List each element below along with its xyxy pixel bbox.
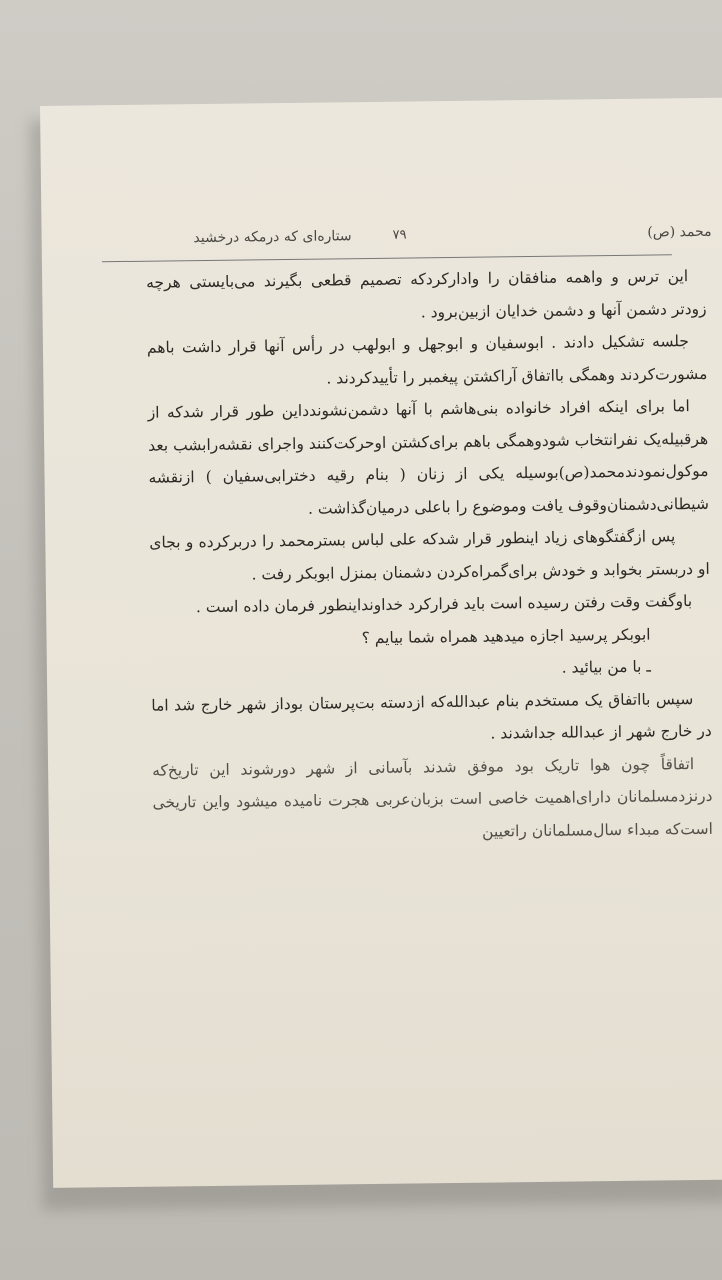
page-header bbox=[142, 223, 712, 247]
paragraph-4: پس ازگفتگوهای زیاد اینطور قرار شدکه علی لباس بسترمحمد را دربرکرده و بجای او دربستر بخوابد و خودش برای‌گمراه‌کردن دشمنان بمنزل ابوبکر رفت . bbox=[149, 527, 710, 583]
paragraph-9: اتفاقاً چون هوا تاریک بود موفق شدند بآسانی از شهر دورشوند این تاریخ‌که درنزدمسلمانان دارای‌اهمیت خاصی است بزبان‌عربی هجرت نامیده میشود واین تاریخی است‌که مبداء سال‌مسلمانان راتعیین bbox=[152, 754, 713, 841]
paragraph-2: جلسه تشکیل دادند . ابوسفیان و ابوجهل و ابولهب در رأس آنها قرار داشت باهم مشورت‌کردند وهمگی بااتفاق آراکشتن پیغمبر را تأییدکردند . bbox=[146, 332, 708, 388]
paragraph-1: این ترس و واهمه منافقان را وادارکردکه تصمیم قطعی بگیرند می‌بایستی هرچه زودتر دشمن آنها و دشمن خدایان ازبین‌برود . bbox=[146, 267, 707, 321]
paragraph-5: باوگفت وقت رفتن رسیده است باید فرارکرد خداونداینطور فرمان داده است . bbox=[195, 592, 693, 617]
book-chapter-title: محمد (ص) bbox=[647, 223, 712, 241]
paragraph-8: سپس بااتفاق یک مستخدم بنام عبدالله‌که ازدسته بت‌پرستان بوداز شهر خارج شد اما در خارج شهر از عبدالله جداشدند . bbox=[151, 689, 712, 743]
paragraph-3: اما برای اینکه افراد خانواده بنی‌هاشم با آنها دشمن‌نشوندداین طور قرار شدکه از هرقبیله‌یک نفرانتخاب شودوهمگی باهم برای‌کشتن اوحرکت‌کنند واجرای نقشه‌رابشب بعد موکول‌نمودندمحمد(ص)بوسیله یکی از زنان ( بنام رقیه دختر‌ابی‌سفیان ) ازنقشه شیطانی‌دشمنان‌وقوف یافت وموضوع را باعلی درمیان‌گذاشت . bbox=[147, 397, 710, 518]
page-text bbox=[146, 260, 713, 852]
paragraph-7: ـ با من بیائید . bbox=[561, 657, 652, 677]
paragraph-6: ابوبکر پرسید اجازه میدهید همراه شما بیایم ؟ bbox=[361, 625, 651, 647]
book-title: ستاره‌ای که درمکه درخشید bbox=[193, 228, 352, 247]
page-number: ۷۹ bbox=[392, 227, 407, 243]
book-page bbox=[40, 98, 722, 1188]
